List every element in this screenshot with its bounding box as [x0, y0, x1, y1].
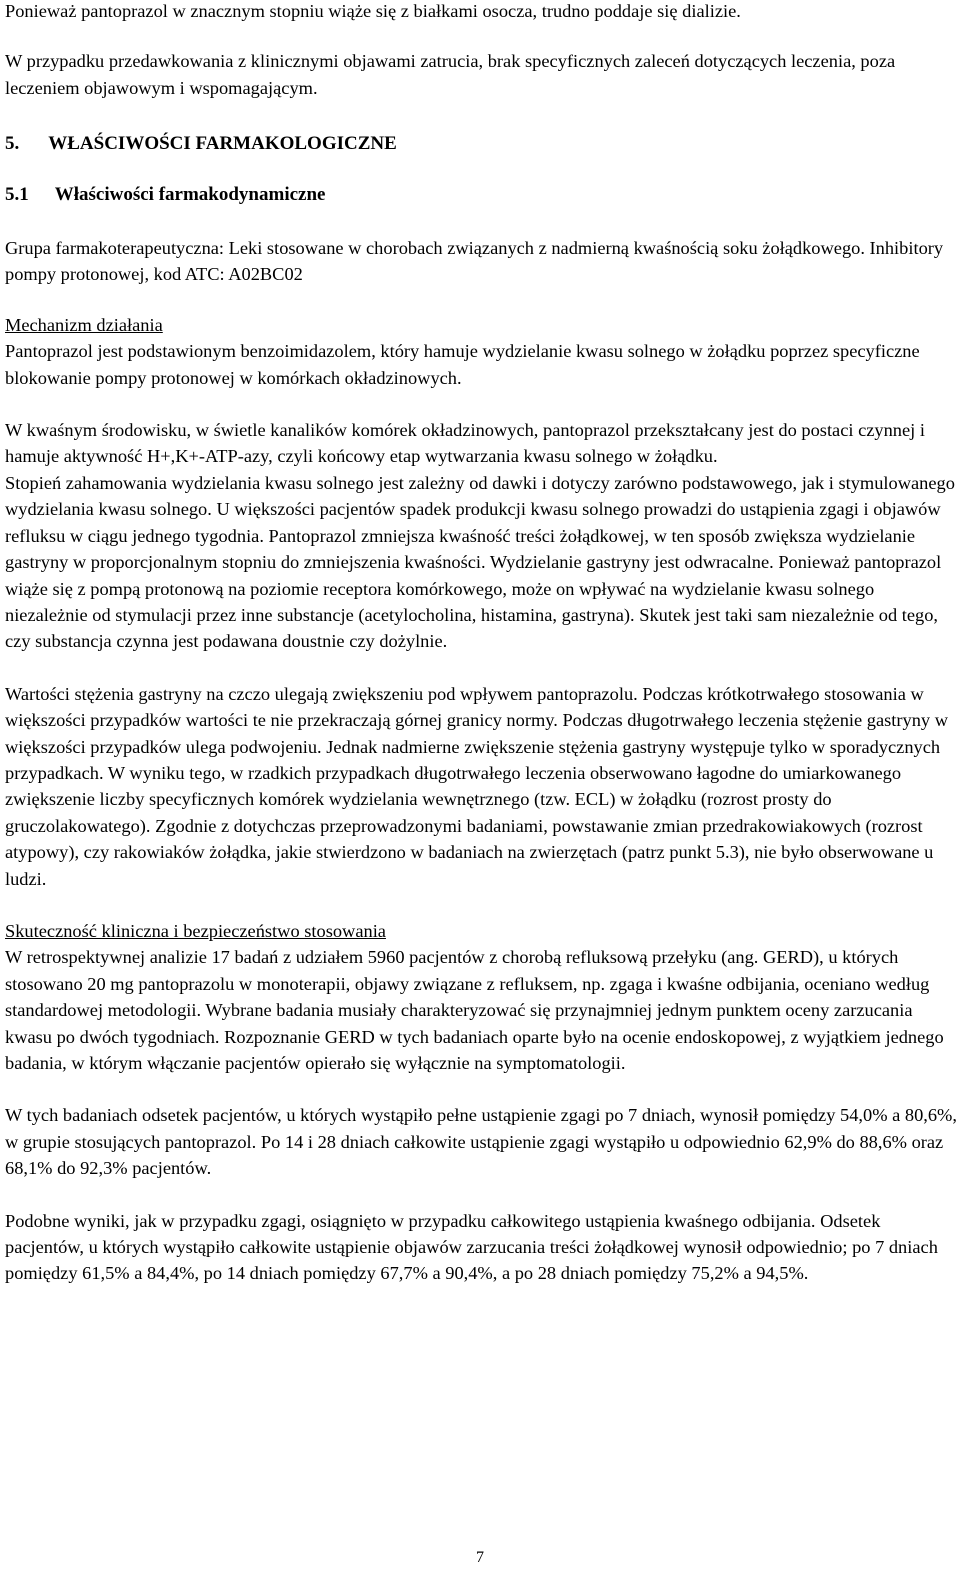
paragraph-efficacy-1: W retrospektywnej analizie 17 badań z udziałem 5960 pacjentów z chorobą refluksową przełyku (ang. GERD), u których stosowano 20 mg pantoprazolu w monoterapii, objawy związane z refluksem, np. zgaga i kwaśne odbijania, oceniano według standardowej metodologii. Wybrane badania musiały charakteryzować się przynajmniej jednym punktem oceny zarzucania kwasu po dwóch tygodniach. Rozpoznanie GERD w tych badaniach oparte było na ocenie endoskopowej, z wyjątkiem jednego badania, w którym włączanie pacjentów opierało się wyłącznie na symptomatologii. — [5, 947, 944, 1073]
paragraph-mechanism-1: Pantoprazol jest podstawionym benzoimidazolem, który hamuje wydzielanie kwasu solnego w żołądku poprzez specyficzne blokowanie pompy protonowej w komórkach okładzinowych. — [5, 341, 920, 388]
heading-efficacy: Skuteczność kliniczna i bezpieczeństwo stosowania — [5, 920, 386, 941]
paragraph-gastrin: Wartości stężenia gastryny na czczo ulegają zwiększeniu pod wpływem pantoprazolu. Podczas krótkotrwałego stosowania w większości przypadków wartości te nie przekraczają górnej granicy normy. Podczas długotrwałego leczenia stężenie gastryny w większości przypadków ulega podwojeniu. Jednak nadmierne zwiększenie stężenia gastryny występuje tylko w sporadycznych przypadkach. W wyniku tego, w rzadkich przypadkach długotrwałego leczenia obserwowano łagodne do umiarkowanego zwiększenie liczby specyficznych komórek wydzielania wewnętrznego (tzw. ECL) w żołądku (rozrost prosty do gruczolakowatego). Zgodnie z dotychczas przeprowadzonymi badaniami, powstawanie zmian przedrakowiakowych (rozrost atypowy), czy rakowiaków żołądka, jakie stwierdzono w badaniach na zwierzętach (patrz punkt 5.3), nie było obserwowane u ludzi. — [5, 683, 948, 889]
document-body — [5, 0, 957, 1287]
paragraph-efficacy-3: Podobne wyniki, jak w przypadku zgagi, osiągnięto w przypadku całkowitego ustąpienia kwaśnego odbijania. Odsetek pacjentów, u których wystąpiło całkowite ustąpienie objawów zarzucania treści żołądkowej wynosił odpowiednio; po 7 dniach pomiędzy 61,5% a 84,4%, po 14 dniach pomiędzy 67,7% a 90,4%, a po 28 dniach pomiędzy 75,2% a 94,5%. — [5, 1210, 938, 1284]
paragraph-mechanism-3: Stopień zahamowania wydzielania kwasu solnego jest zależny od dawki i dotyczy zarówno podstawowego, jak i stymulowanego wydzielania kwasu solnego. U większości pacjentów spadek produkcji kwasu solnego prowadzi do ustąpienia zgagi i objawów refluksu w ciągu jednego tygodnia. Pantoprazol zmniejsza kwaśność treści żołądkowej, w ten sposób zwiększa wydzielanie gastryny w proporcjonalnym stopniu do zmniejszenia kwaśności. Wydzielanie gastryny jest odwracalne. Ponieważ pantoprazol wiąże się z pompą protonową na poziomie receptora komórkowego, może on wpływać na wydzielanie kwasu solnego niezależnie od stymulacji przez inne substancje (acetylocholina, histamina, gastryna). Skutek jest taki sam niezależnie od tego, czy substancja czynna jest podawana doustnie czy dożylnie. — [5, 472, 955, 652]
paragraph-overdose: W przypadku przedawkowania z klinicznymi objawami zatrucia, brak specyficznych zaleceń dotyczących leczenia, poza leczeniem objawowym i wspomagającym. — [5, 51, 896, 98]
heading-mechanism: Mechanizm działania — [5, 314, 163, 335]
paragraph-dialysis: Ponieważ pantoprazol w znacznym stopniu wiąże się z białkami osocza, trudno poddaje się dializie. — [5, 1, 741, 21]
section-heading — [5, 131, 957, 157]
paragraph-pharmacotherapeutic-group: Grupa farmakoterapeutyczna: Leki stosowane w chorobach związanych z nadmierną kwaśnością soku żołądkowego. Inhibitory pompy protonowej, kod ATC: A02BC02 — [5, 238, 944, 285]
section-title: WŁAŚCIWOŚCI FARMAKOLOGICZNE — [48, 133, 397, 155]
page-number: 7 — [476, 1549, 484, 1566]
section-number: 5. — [5, 133, 20, 155]
subsection-title: Właściwości farmakodynamiczne — [54, 183, 326, 205]
subsection-number: 5.1 — [5, 183, 29, 205]
subsection-heading — [5, 182, 957, 208]
paragraph-efficacy-2: W tych badaniach odsetek pacjentów, u których wystąpiło pełne ustąpienie zgagi po 7 dniach, wynosił pomiędzy 54,0% a 80,6%, w grupie stosujących pantoprazol. Po 14 i 28 dniach całkowite ustąpienie zgagi wystąpiło u odpowiednio 62,9% do 88,6% oraz 68,1% do 92,3% pacjentów. — [5, 1105, 957, 1179]
paragraph-mechanism-2: W kwaśnym środowisku, w świetle kanalików komórek okładzinowych, pantoprazol przekształcany jest do postaci czynnej i hamuje aktywność H+,K+-ATP-azy, czyli końcowy etap wytwarzania kwasu solnego w żołądku. — [5, 420, 925, 467]
